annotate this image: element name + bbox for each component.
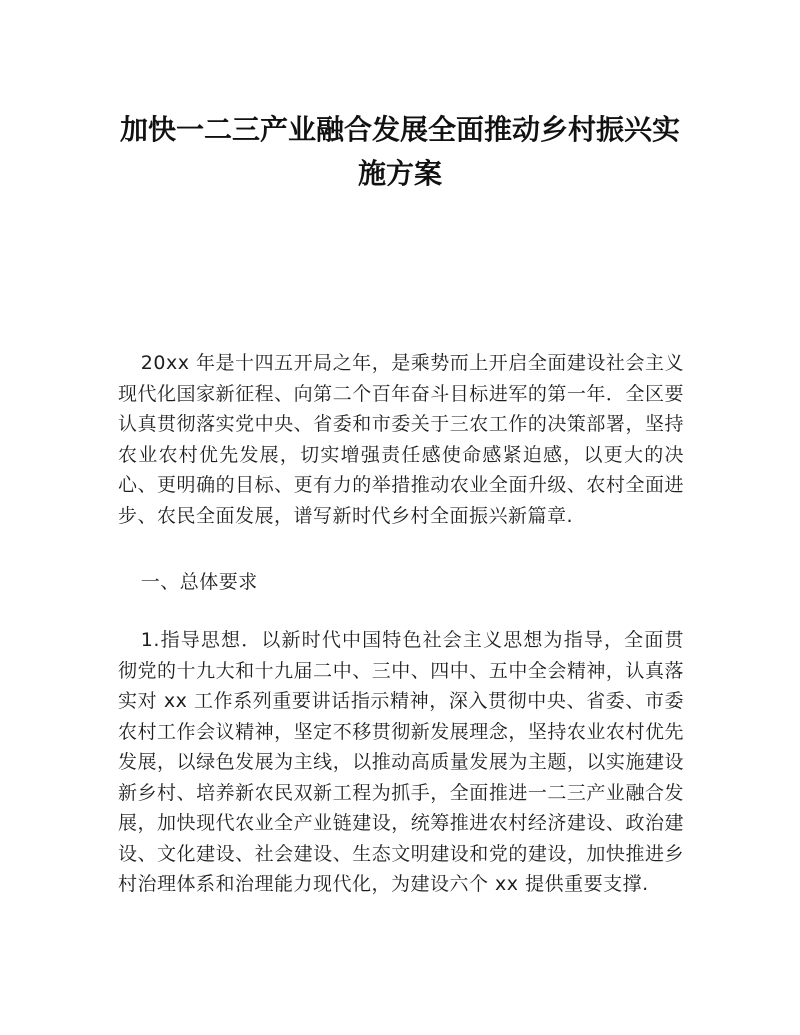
section-heading: 一、总体要求 [140, 571, 258, 593]
intro-paragraph: 20xx 年是十四五开局之年，是乘势而上开启全面建设社会主义现代化国家新征程、向第二个百年奋斗目标进军的第一年．全区要认真贯彻落实党中央、省委和市委关于三农工作的决策部署，坚持农业农村优先发展，切实增强责任感使命感紧迫感，以更大的决心、更明确的目标、更有力的举措推动农业全面升级、农村全面进步、农民全面发展，谱写新时代乡村全面振兴新篇章. [118, 352, 684, 527]
document-title: 加快一二三产业融合发展全面推动乡村振兴实施方案 [119, 113, 680, 190]
guiding-ideology-paragraph: 1.指导思想．以新时代中国特色社会主义思想为指导，全面贯彻党的十九大和十九届二中、三中、四中、五中全会精神，认真落实对 xx 工作系列重要讲话指示精神，深入贯彻中央、省委、市委农村工作会议精神，坚定不移贯彻新发展理念，坚持农业农村优先发展，以绿色发展为主线，以推动高质量发展为主题，以实施建设新乡村、培养新农民双新工程为抓手，全面推进一二三产业融合发展，加快现代农业全产业链建设，统筹推进农村经济建设、政治建设、文化建设、社会建设、生态文明建设和党的建设，加快推进乡村治理体系和治理能力现代化，为建设六个 xx 提供重要支撑. [118, 629, 684, 895]
